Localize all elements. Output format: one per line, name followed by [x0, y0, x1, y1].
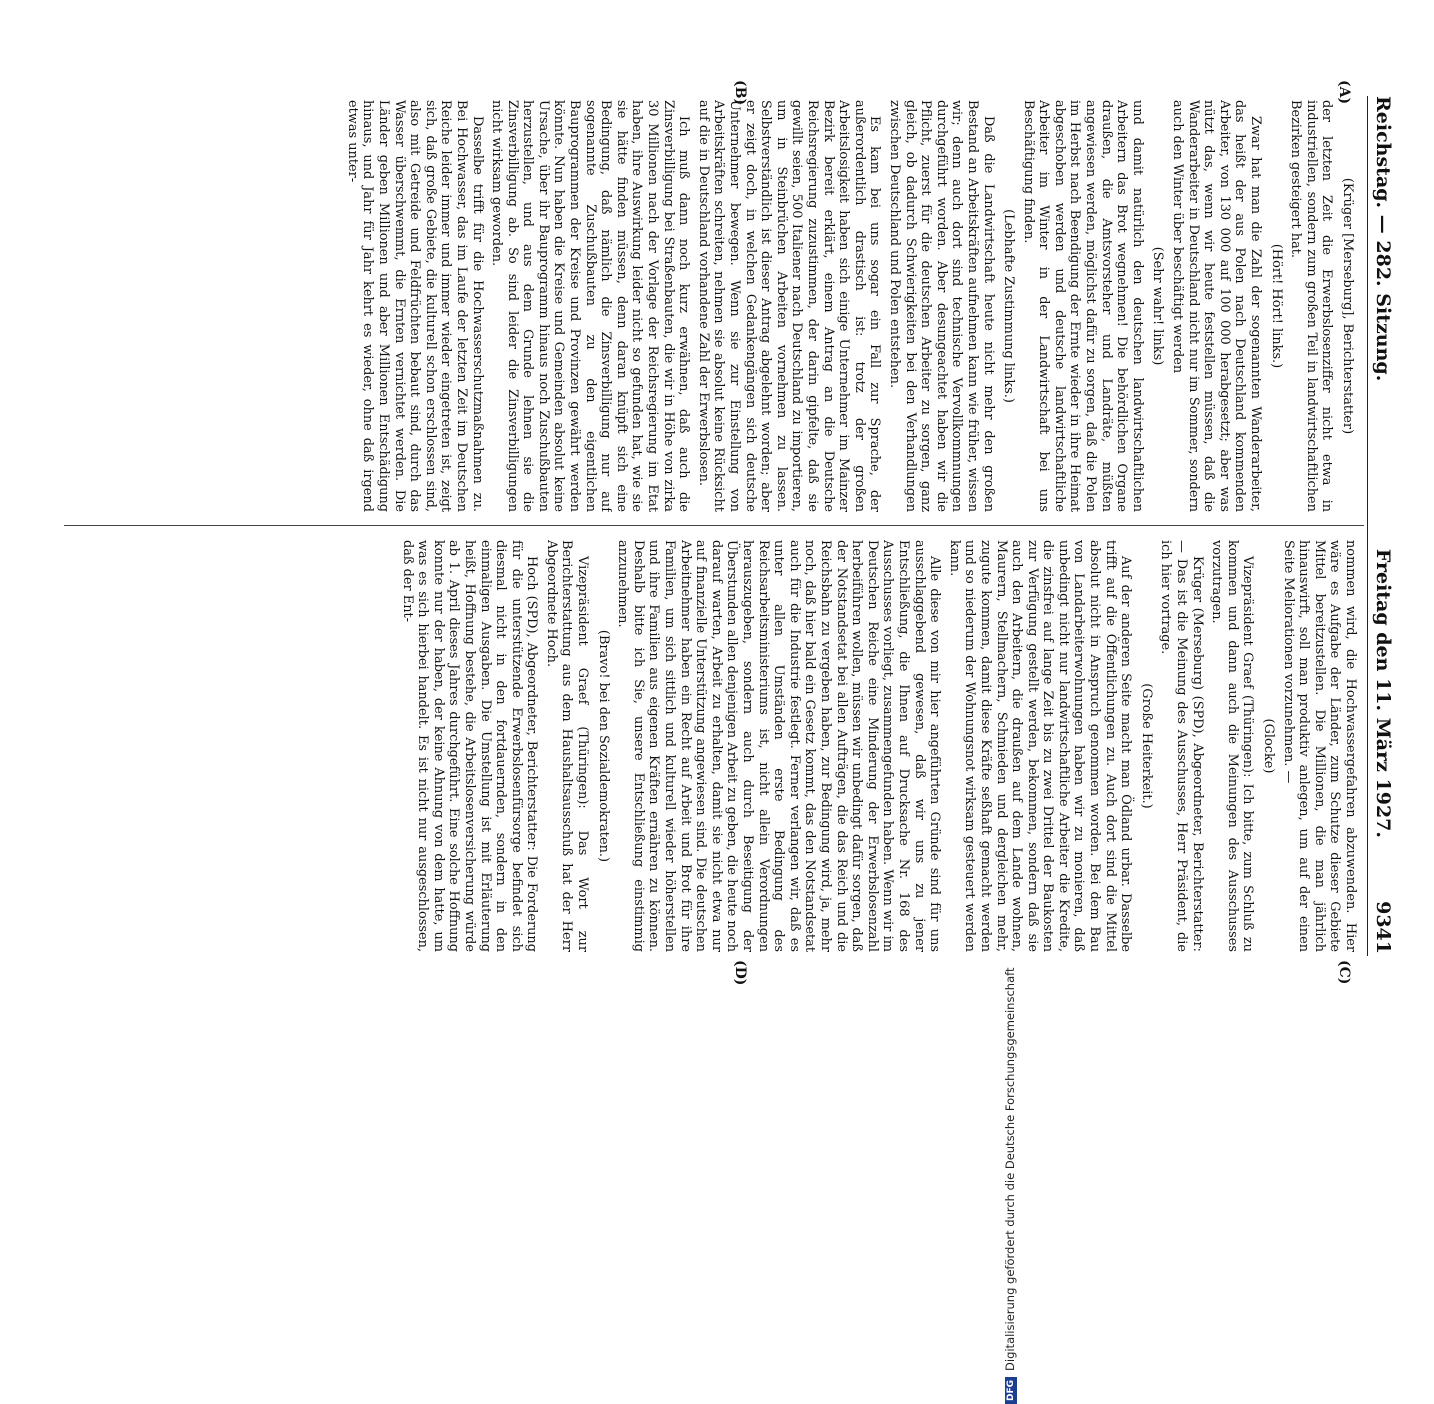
paragraph: nommen wird, die Hochwassergefahren abzuwenden. Hier wäre es Aufgabe der Länder, zum Schutze dieser Gebiete Mittel bereitzustellen. Die Millionen, die man jährlich hinauswirft, soll man produktiv anlegen, um auf der einen Seite Meliorationen vorzunehmen. — — [1280, 540, 1358, 952]
interjection: (Lebhafte Zustimmung links.) — [1001, 209, 1017, 403]
speaker-paragraph: Vizepräsident Graef (Thüringen): Das Wort zur Berichterstattung aus dem Haushaltsausschuß hat der Herr Abgeordnete Hoch. — [543, 540, 591, 952]
margin-marker-b: (B) — [732, 80, 748, 106]
paragraph: Auf der anderen Seite macht man Ödland urbar. Dasselbe trifft auf die Öffentlichungen zu. Auch dort sind die Mittel absolut nicht in Anspruch genommen worden. Bei dem Bau von Landarbeiterwohnungen haben wir zu monieren, daß unbedingt nicht nur landwirtschaftliche Arbeiter die Kredite, die zinsfrei auf lange Zeit bis zu zwei Drittel der Baukosten zur Verfügung gestellt werden, bekommen, sondern daß sie auch den Arbeitern, die draußen auf dem Lande wohnen, Maurern, Stellmachern, Schmieden und dergleichen mehr, zugute kommen, damit diese Kräfte seßhaft gemacht werden und so niederum der Wohnungsnot wirksam gesteuert werden kann. — [946, 540, 1134, 952]
page-header — [1367, 96, 1394, 956]
speaker-paragraph: Vizepräsident Graef (Thüringen): Ich bitte, zum Schluß zu kommen und dann auch die Meinungen des Ausschusses vorzutragen. — [1209, 540, 1256, 952]
page-number: 9341 — [1372, 901, 1394, 954]
margin-marker-d: (D) — [732, 960, 748, 986]
paragraph: Alle diese von mir hier angeführten Gründe sind für uns ausschlaggebend gewesen, daß wir uns zu jener Entschließung, die Ihnen auf Drucksache Nr. 168 des Ausschusses vorliegt, zusammengefunden haben. Wenn wir im Deutschen Reiche eine Minderung der Erwerbslosenzahl herbeiführen wollen, müssen wir unbedingt dafür sorgen, daß der Notstandsetat bei allen Aufträgen, die das Reich und die Reichsbahn zu vergeben haben, zur Bedingung wird, ja, mehr noch, daß hier bald ein Gesetz kommt, das den Notstandsetat auch für die Industrie festlegt. Ferner verlangen wir, daß es unter allen Umständen erste Bedingung des Reichsarbeitsministeriums ist, nicht allein Verordnungen herauszugeben, sondern auch durch Beseitigung der Überstunden allen denjenigen Arbeit zu geben, die heute noch darauf warten, Arbeit zu erhalten, damit sie nicht etwa nur auf finanzielle Unterstützung angewiesen sind. Die deutschen Arbeitnehmer haben ein Recht auf Arbeit und Brot für ihre Familien, um sich sittlich und kulturell wieder höherstellen und ihre Familien aus eigenen Kräften ernähren zu können. Deshalb bitte ich Sie, unsere Entschließung einstimmig anzunehmen. — [615, 540, 943, 952]
interjection: (Hört! Hört! links.) — [1268, 243, 1284, 369]
margin-marker-a: (A) — [1336, 80, 1352, 105]
header-session-title: Reichstag. — 282. Sitzung. — [1372, 96, 1394, 382]
footer-text: Digitalisierung gefördert durch die Deutsche Forschungsgemeinschaft — [1003, 967, 1017, 1371]
digitization-footer — [1003, 414, 1017, 1404]
interjection: (Bravo! bei den Sozialdemokraten.) — [595, 629, 611, 863]
interjection: (Glocke) — [1261, 718, 1277, 774]
interjection: (Sehr wahr! links) — [1150, 246, 1166, 366]
paragraph: Es kam bei uns sogar ein Fall zur Sprache, der außerordentlich drastisch ist: trotz der großen Arbeitslosigkeit haben sich einige Unternehmer im Mainzer Bezirk bereit erklärt, einem Antrag an die Deutsche Reichsregierung zuzustimmen, der darin gipfelte, daß sie gewillt seien, 500 Italiener nach Deutschland zu importieren, um in Steinbrüchen Arbeiten vornehmen zu lassen. Selbstverständlich ist dieser Antrag abgelehnt worden; aber er zeigt doch, in welchen Gedankengängen sich deutsche Unternehmer bewegen. Wenn sie zur Einstellung von Arbeitskräften schreiten, nehmen sie absolut keine Rücksicht auf die in Deutschland vorhandene Zahl der Erwerbslosen. — [695, 100, 883, 512]
dfg-logo-icon: DFG — [1005, 1377, 1017, 1404]
speaker-paragraph: Krüger (Merseburg) (SPD), Abgeordneter, Berichterstatter: — Das ist die Meinung des Ausschusses, Herr Präsident, die ich hier vortrage. — [1158, 540, 1205, 952]
paragraph: und damit natürlich den deutschen landwirtschaftlichen Arbeitern das Brot wegnehmen! Die behördlichen Organe draußen, die Amtsvorsteher und Landräte, müßten angewiesen werden, möglichst dafür zu sorgen, daß die Polen im Herbst nach Beendigung der Ernte wieder in ihre Heimat abgeschoben werden und deutsche landwirtschaftliche Arbeiter im Winter in der Landwirtschaft bei uns Beschäftigung finden. — [1020, 100, 1145, 512]
paragraph: Daß die Landwirtschaft heute nicht mehr den großen Bestand an Arbeitskräften aufnehmen kann wie früher, wissen wir; denn auch dort sind technische Vervollkommnungen durchgeführt worden. Aber desungeachtet haben wir die Pflicht, zuerst für die deutschen Arbeiter zu sorgen, ganz gleich, ob dadurch Schwierigkeiten bei den Verhandlungen zwischen Deutschland und Polen entstehen. — [886, 100, 996, 512]
paragraph: Dasselbe trifft für die Hochwasserschutzmaßnahmen zu. Bei Hochwasser, das im Laufe der letzten Zeit im Deutschen Reiche leider immer und immer wieder eingetreten ist, zeigt sich, daß große Gebiete, die kulturell schon erschlossen sind, also mit Getreide und Feldfrüchten bebaut sind, durch das Wasser überschwemmt, die Ernten vernichtet werden. Die Länder geben Millionen und aber Millionen Entschädigung hinaus, und Jahr für Jahr kehrt es wieder, ohne daß irgend etwas unter- — [344, 100, 485, 512]
column-divider — [64, 525, 1364, 526]
paragraph: der letzten Zeit die Erwerbslosenziffer nicht etwa in industriellen, sondern zum großen Teil in landwirtschaftlichen Bezirken gesteigert hat. — [1288, 100, 1335, 512]
speaker-continuation: (Krüger [Merseburg], Berichterstatter) — [1340, 177, 1355, 435]
speaker-paragraph: Hoch (SPD), Abgeordneter, Berichterstatter: Die Forderung für die unterstützende Erwerbslosenfürsorge befindet sich diesmal nicht in den fortdauernden, sondern in den einmaligen Ausgaben. Die Umstellung ist mit Erläuterung heißt, Hoffnung bestehe, die Arbeitslosenversicherung würde ab 1. April dieses Jahres durchgeführt. Eine solche Hoffnung konnte nur der haben, der keine Ahnung von dem hatte, um was es sich hierbei handelt. Es ist nicht nur ausgeschlossen, daß der Ent- — [399, 540, 540, 952]
left-column — [68, 100, 1358, 512]
paragraph: Zwar hat man die Zahl der sogenannten Wanderarbeiter, das heißt der aus Polen nach Deutschland kommenden Arbeiter, von 130 000 auf 100 000 herabgesetzt; aber was nützt das, wenn wir heute feststellen müssen, daß die Wanderarbeiter in Deutschland nicht nur im Sommer, sondern auch den Winter über beschäftigt werden — [1170, 100, 1264, 512]
interjection: (Große Heiterkeit.) — [1138, 683, 1154, 809]
header-date: Freitag den 11. März 1927. — [1372, 548, 1394, 838]
margin-marker-c: (C) — [1336, 960, 1352, 985]
paragraph: Ich muß dann noch kurz erwähnen, daß auch die Zinsverbilligung bei Straßenbauten, die wir in Höhe von zirka 30 Millionen nach der Vorlage der Reichsregierung im Etat haben, ihre Auswirkung leider nicht so gefunden hat, wie sie sie hätte finden müssen, denn daran knüpft sich eine Bedingung, daß nämlich die Zinsverbilligung nur auf sogenannte Zuschußbauten zu den eigentlichen Bauprogrammen der Kreise und Provinzen gewährt werden könnte. Nun haben die Kreise und Gemeinden absolut keine Ursache, über ihr Bauprogramm hinaus noch Zuschußbauten herzustellen, und aus dem Grunde lehnen sie die Zinsverbilligung ab. So sind leider die Zinsverbilligungen nicht wirksam geworden. — [489, 100, 692, 512]
right-column — [68, 540, 1358, 952]
